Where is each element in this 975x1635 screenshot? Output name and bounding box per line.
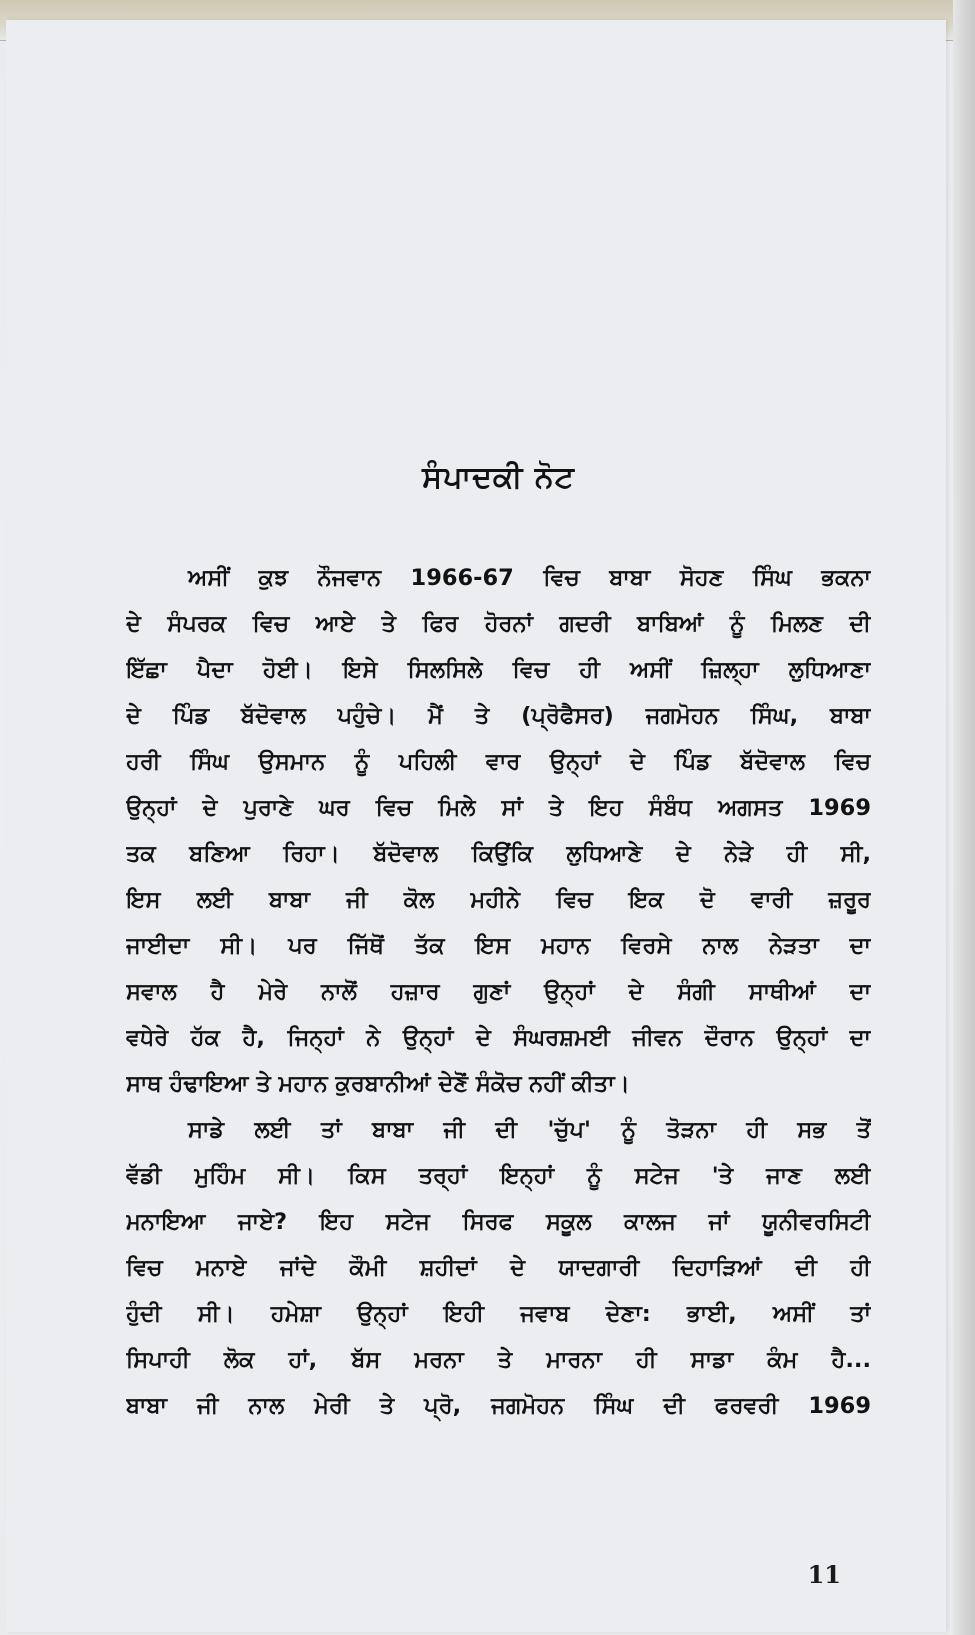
- paragraph-2: [126, 1107, 871, 1429]
- text-line: ਵੱਡੀ ਮੁਹਿੰਮ ਸੀ। ਕਿਸ ਤਰ੍ਹਾਂ ਇਨ੍ਹਾਂ ਨੂੰ ਸਟੇਜ 'ਤੇ ਜਾਣ ਲਈ: [126, 1163, 871, 1189]
- text-line: ਸਾਥ ਹੰਢਾਇਆ ਤੇ ਮਹਾਨ ਕੁਰਬਾਨੀਆਂ ਦੇਣੋਂ ਸੰਕੋਚ ਨਹੀਂ ਕੀਤਾ।: [126, 1071, 630, 1097]
- text-line: ਹੁੰਦੀ ਸੀ। ਹਮੇਸ਼ਾ ਉਨ੍ਹਾਂ ਇਹੀ ਜਵਾਬ ਦੇਣਾ: ਭਾਈ, ਅਸੀਂ ਤਾਂ: [126, 1301, 871, 1327]
- text-line: ਅਸੀਂ ਕੁਝ ਨੌਜਵਾਨ 1966-67 ਵਿਚ ਬਾਬਾ ਸੋਹਣ ਸਿੰਘ ਭਕਨਾ: [188, 565, 871, 591]
- text-line: ਉਨ੍ਹਾਂ ਦੇ ਪੁਰਾਣੇ ਘਰ ਵਿਚ ਮਿਲੇ ਸਾਂ ਤੇ ਇਹ ਸੰਬੰਧ ਅਗਸਤ 1969: [126, 795, 871, 821]
- text-line: ਇਸ ਲਈ ਬਾਬਾ ਜੀ ਕੋਲ ਮਹੀਨੇ ਵਿਚ ਇਕ ਦੋ ਵਾਰੀ ਜ਼ਰੂਰ: [126, 887, 871, 913]
- page-title: ਸੰਪਾਦਕੀ ਨੋਟ: [422, 460, 575, 495]
- text-line: ਹਰੀ ਸਿੰਘ ਉਸਮਾਨ ਨੂੰ ਪਹਿਲੀ ਵਾਰ ਉਨ੍ਹਾਂ ਦੇ ਪਿੰਡ ਬੱਦੋਵਾਲ ਵਿਚ: [126, 749, 871, 775]
- text-line: ਤਕ ਬਣਿਆ ਰਿਹਾ। ਬੱਦੋਵਾਲ ਕਿਉਂਕਿ ਲੁਧਿਆਣੇ ਦੇ ਨੇੜੇ ਹੀ ਸੀ,: [126, 841, 871, 867]
- text-line: ਦੇ ਪਿੰਡ ਬੱਦੋਵਾਲ ਪਹੁੰਚੇ। ਮੈਂ ਤੇ (ਪ੍ਰੋਫੈਸਰ) ਜਗਮੋਹਨ ਸਿੰਘ, ਬਾਬਾ: [126, 703, 871, 729]
- text-line: ਜਾਈਦਾ ਸੀ। ਪਰ ਜਿੱਥੋਂ ਤੱਕ ਇਸ ਮਹਾਨ ਵਿਰਸੇ ਨਾਲ ਨੇੜਤਾ ਦਾ: [126, 933, 871, 959]
- text-line: ਮਨਾਇਆ ਜਾਏ? ਇਹ ਸਟੇਜ ਸਿਰਫ ਸਕੂਲ ਕਾਲਜ ਜਾਂ ਯੂਨੀਵਰਸਿਟੀ: [126, 1209, 871, 1235]
- text-line: ਇੱਛਾ ਪੈਦਾ ਹੋਈ। ਇਸੇ ਸਿਲਸਿਲੇ ਵਿਚ ਹੀ ਅਸੀਂ ਜ਼ਿਲ੍ਹਾ ਲੁਧਿਆਣਾ: [126, 657, 871, 683]
- text-line: ਵਧੇਰੇ ਹੱਕ ਹੈ, ਜਿਨ੍ਹਾਂ ਨੇ ਉਨ੍ਹਾਂ ਦੇ ਸੰਘਰਸ਼ਮਈ ਜੀਵਨ ਦੌਰਾਨ ਉਨ੍ਹਾਂ ਦਾ: [126, 1025, 871, 1051]
- text-line: ਸਿਪਾਹੀ ਲੋਕ ਹਾਂ, ਬੱਸ ਮਰਨਾ ਤੇ ਮਾਰਨਾ ਹੀ ਸਾਡਾ ਕੰਮ ਹੈ...: [126, 1347, 871, 1373]
- text-line: ਬਾਬਾ ਜੀ ਨਾਲ ਮੇਰੀ ਤੇ ਪ੍ਰੋ, ਜਗਮੋਹਨ ਸਿੰਘ ਦੀ ਫਰਵਰੀ 1969: [126, 1393, 871, 1419]
- book-page: [6, 20, 946, 1632]
- text-line: ਸਾਡੇ ਲਈ ਤਾਂ ਬਾਬਾ ਜੀ ਦੀ 'ਚੁੱਪ' ਨੂੰ ਤੋੜਨਾ ਹੀ ਸਭ ਤੋਂ: [188, 1117, 871, 1143]
- paragraph-1: [126, 555, 871, 1107]
- text-line: ਦੇ ਸੰਪਰਕ ਵਿਚ ਆਏ ਤੇ ਫਿਰ ਹੋਰਨਾਂ ਗਦਰੀ ਬਾਬਿਆਂ ਨੂੰ ਮਿਲਣ ਦੀ: [126, 611, 871, 637]
- page-number: 11: [807, 1560, 841, 1589]
- text-line: ਵਿਚ ਮਨਾਏ ਜਾਂਦੇ ਕੌਮੀ ਸ਼ਹੀਦਾਂ ਦੇ ਯਾਦਗਾਰੀ ਦਿਹਾੜਿਆਂ ਦੀ ਹੀ: [126, 1255, 871, 1281]
- body-text: [126, 555, 871, 1429]
- text-line: ਸਵਾਲ ਹੈ ਮੇਰੇ ਨਾਲੋਂ ਹਜ਼ਾਰ ਗੁਣਾਂ ਉਨ੍ਹਾਂ ਦੇ ਸੰਗੀ ਸਾਥੀਆਂ ਦਾ: [126, 979, 871, 1005]
- page-right-edge: [953, 0, 975, 1635]
